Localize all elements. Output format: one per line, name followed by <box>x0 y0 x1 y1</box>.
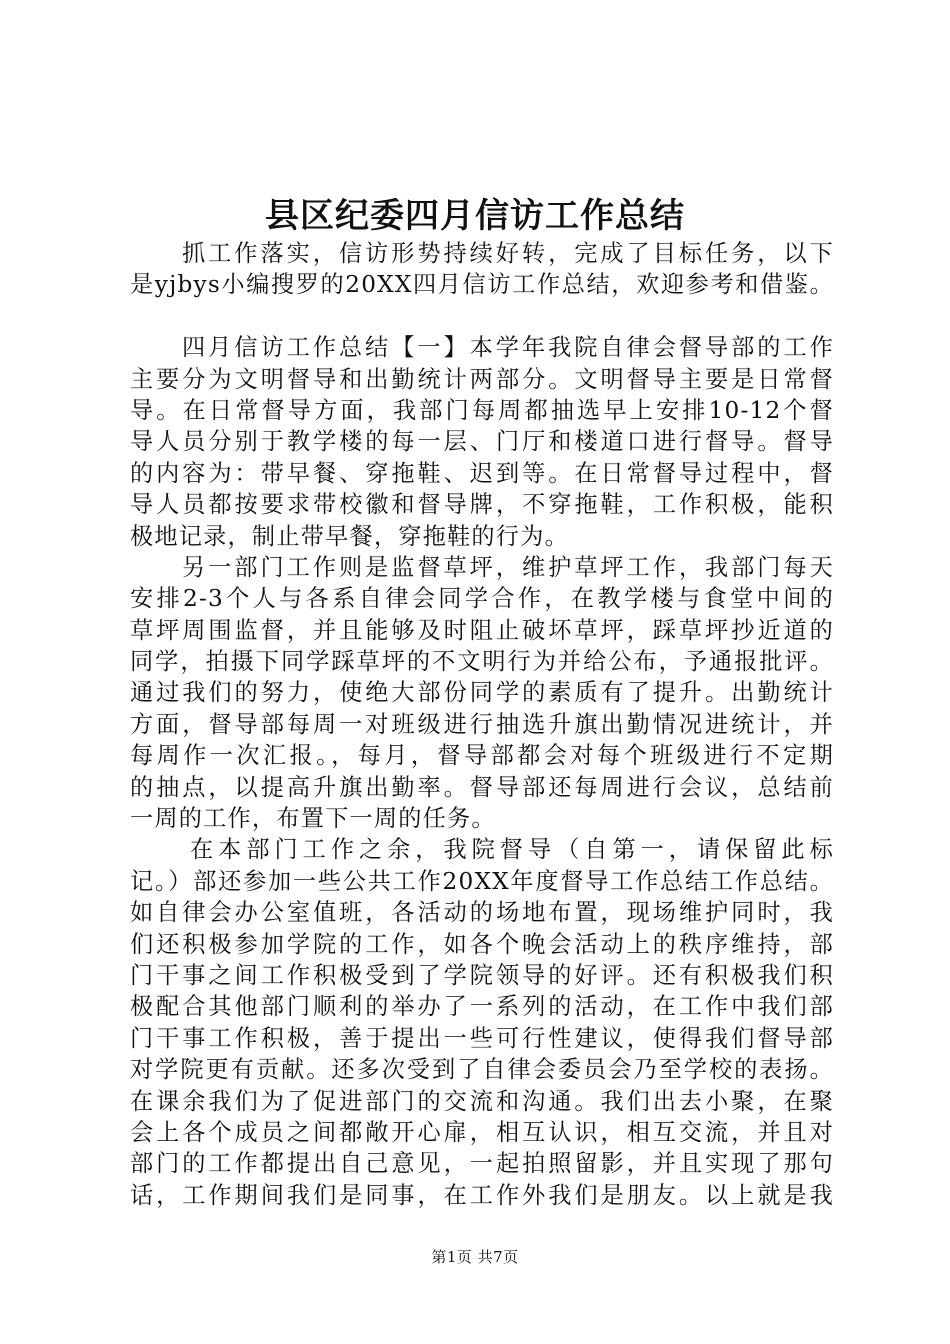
text-line: 草坪周围监督，并且能够及时阻止破坏草坪，踩草坪抄近道的 <box>130 616 834 644</box>
text-line: 每周作一次汇报。，每月，督导部都会对每个班级进行不定期 <box>130 742 834 770</box>
text-line: 门干事工作积极，善于提出一些可行性建议，使得我们督导部 <box>130 1024 834 1052</box>
text-line: 门干事之间工作积极受到了学院领导的好评。还有积极我们积 <box>130 961 834 989</box>
text-line: 会上各个成员之间都敞开心扉，相互认识，相互交流，并且对 <box>130 1118 834 1146</box>
text-line: 如自律会办公室值班，各活动的场地布置，现场维护同时，我 <box>130 899 834 927</box>
paragraph-intro <box>130 238 834 301</box>
text-line: 主要分为文明督导和出勤统计两部分。文明督导主要是日常督 <box>130 365 834 393</box>
text-line: 对学院更有贡献。还多次受到了自律会委员会乃至学校的表扬。 <box>130 1056 834 1084</box>
text-line: 抓工作落实，信访形势持续好转，完成了目标任务，以下 <box>182 240 834 267</box>
text-line: 的内容为：带早餐、穿拖鞋、迟到等。在日常督导过程中，督 <box>130 459 834 487</box>
document-body <box>130 238 834 1211</box>
text-line: 同学，拍摄下同学踩草坪的不文明行为并给公布，予通报批评。 <box>130 648 834 676</box>
text-line: 极配合其他部门顺利的举办了一系列的活动，在工作中我们部 <box>130 993 834 1021</box>
paragraph-public-work <box>130 834 834 1211</box>
text-line: 另一部门工作则是监督草坪，维护草坪工作，我部门每天 <box>182 553 834 581</box>
text-line: 话，工作期间我们是同事，在工作外我们是朋友。以上就是我 <box>130 1181 834 1209</box>
document-title: 县区纪委四月信访工作总结 <box>265 196 685 236</box>
text-line: 方面，督导部每周一对班级进行抽选升旗出勤情况进统计，并 <box>130 710 834 738</box>
text-line: 导人员都按要求带校徽和督导牌，不穿拖鞋，工作积极，能积 <box>130 491 834 519</box>
text-line: 记。）部还参加一些公共工作20XX年度督导工作总结工作总结。 <box>130 867 834 895</box>
text-line: 安排2-3个人与各系自律会同学合作，在教学楼与食堂中间的 <box>130 585 834 613</box>
text-line: 们还积极参加学院的工作，如各个晚会活动上的秩序维持，部 <box>130 930 834 958</box>
text-line: 一周的工作，布置下一周的任务。 <box>130 805 496 833</box>
page-number-footer: 第1页 共7页 <box>431 1248 519 1266</box>
text-line: 的抽点，以提高升旗出勤率。督导部还每周进行会议，总结前 <box>130 773 834 801</box>
text-line: 在课余我们为了促进部门的交流和沟通。我们出去小聚，在聚 <box>130 1087 834 1115</box>
paragraph-lawn-supervision <box>130 552 834 835</box>
text-line: 是yjbys小编搜罗的20XX四月信访工作总结，欢迎参考和借鉴。 <box>130 271 834 299</box>
text-line: 导人员分别于教学楼的每一层、门厅和楼道口进行督导。督导 <box>130 428 834 456</box>
text-line: 极地记录，制止带早餐，穿拖鞋的行为。 <box>130 522 569 550</box>
paragraph-summary-one <box>130 332 834 552</box>
text-line: 四月信访工作总结【一】本学年我院自律会督导部的工作 <box>182 334 834 362</box>
text-line: 在本部门工作之余，我院督导（自第一，请保留此标 <box>190 836 834 864</box>
text-line: 导。在日常督导方面，我部门每周都抽选早上安排10-12个督 <box>130 396 834 424</box>
text-line: 部门的工作都提出自己意见，一起拍照留影，并且实现了那句 <box>130 1150 834 1178</box>
text-line: 通过我们的努力，使绝大部份同学的素质有了提升。出勤统计 <box>130 679 834 707</box>
